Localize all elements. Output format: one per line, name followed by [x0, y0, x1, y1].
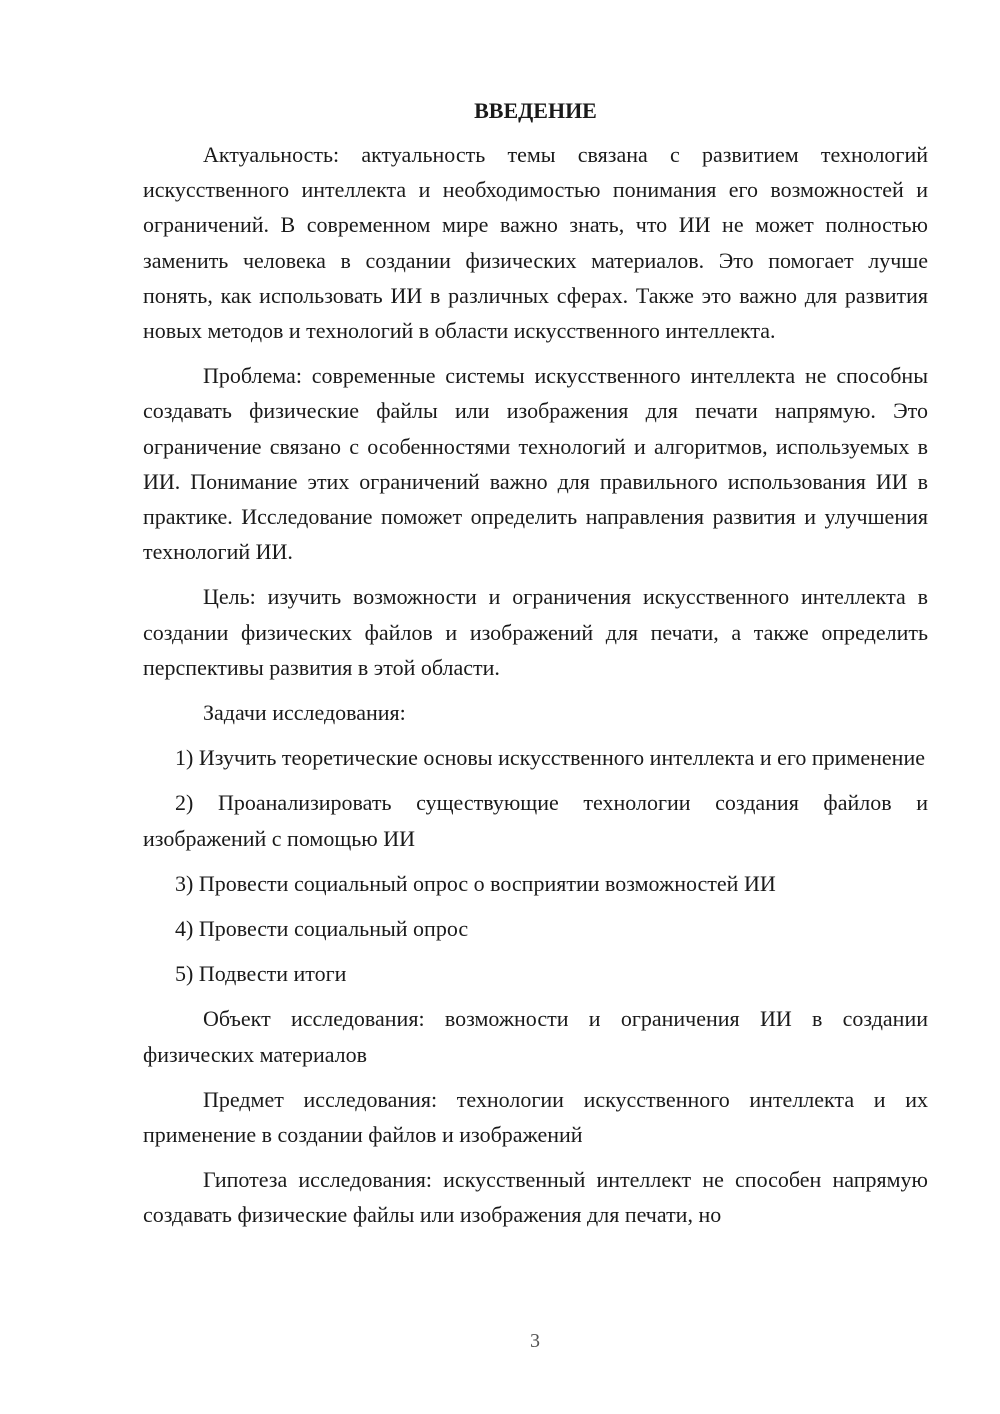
document-page	[143, 94, 928, 1243]
task-item-5: 5) Подвести итоги	[175, 961, 347, 987]
relevance-paragraph: Актуальность: актуальность темы связана с развитием технологий искусственного интеллекта и необходимостью понимания его возможностей и ограничений. В современном мире важно знать, что ИИ не может полностью заменить человека в создании физических материалов. Это помогает лучше понять, как использовать ИИ в различных сферах. Также это важно для развития новых методов и технологий в области искусственного интеллекта.	[143, 142, 928, 344]
task-item-3: 3) Провести социальный опрос о восприятии возможностей ИИ	[175, 870, 776, 896]
page-number: 3	[530, 1330, 540, 1352]
problem-paragraph: Проблема: современные системы искусственного интеллекта не способны создавать физические файлы или изображения для печати напрямую. Это ограничение связано с особенностями технологий и алгоритмов, используемых в ИИ. Понимание этих ограничений важно для правильного использования ИИ в практике. Исследование поможет определить направления развития и улучшения технологий ИИ.	[143, 363, 928, 565]
object-paragraph: Объект исследования: возможности и ограничения ИИ в создании физических материалов	[143, 1006, 928, 1067]
subject-paragraph: Предмет исследования: технологии искусственного интеллекта и их применение в создании файлов и изображений	[143, 1086, 928, 1148]
task-item-4: 4) Провести социальный опрос	[175, 916, 469, 942]
task-item-2: 2) Проанализировать существующие технологии создания файлов и изображений с помощью ИИ	[143, 790, 928, 851]
page-title: ВВЕДЕНИЕ	[474, 98, 597, 123]
goal-paragraph: Цель: изучить возможности и ограничения искусственного интеллекта в создании физических файлов и изображений для печати, а также определить перспективы развития в этой области.	[143, 584, 928, 680]
task-item-1: 1) Изучить теоретические основы искусственного интеллекта и его применение	[175, 745, 925, 771]
hypothesis-paragraph: Гипотеза исследования: искусственный интеллект не способен напрямую создавать физические файлы или изображения для печати, но	[143, 1167, 928, 1228]
tasks-title: Задачи исследования:	[203, 700, 406, 726]
